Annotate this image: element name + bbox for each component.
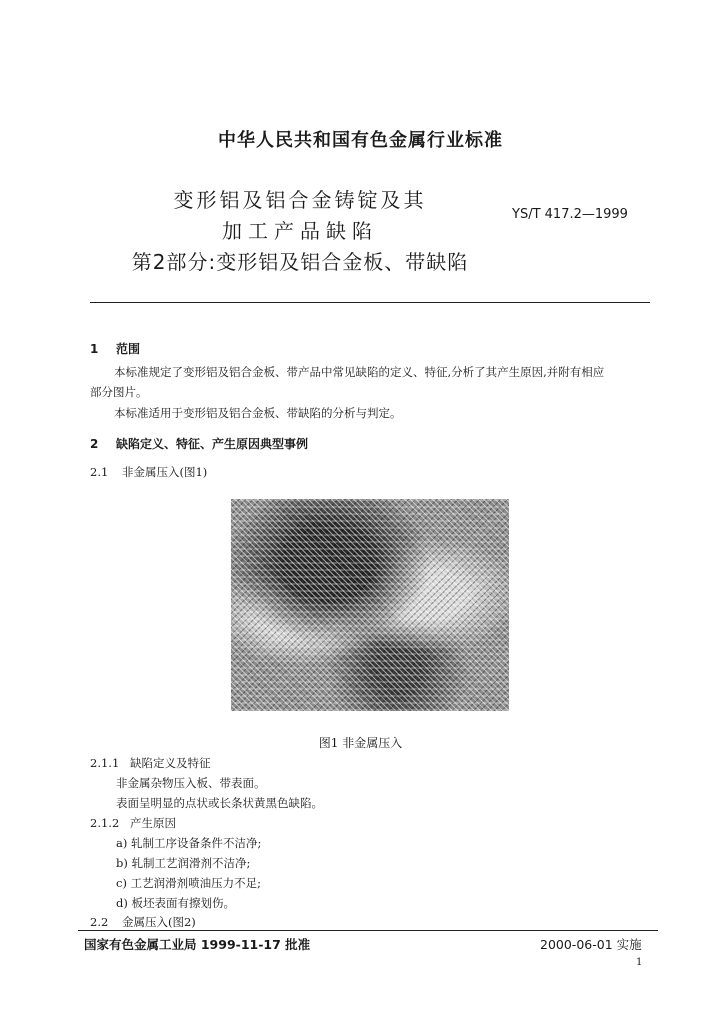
cause-item-a: a) 轧制工序设备条件不洁净; bbox=[116, 836, 262, 850]
section-title: 缺陷定义及特征 bbox=[130, 756, 211, 770]
section-number: 1 bbox=[90, 342, 99, 356]
standard-number: YS/T 417.2—1999 bbox=[512, 207, 628, 222]
header-divider bbox=[90, 302, 650, 303]
approval-info: 国家有色金属工业局 1999-11-17 批准 bbox=[84, 937, 311, 952]
section-number: 2.1.1 bbox=[90, 756, 120, 770]
section-2-1-2-heading bbox=[90, 813, 176, 833]
section-number: 2.2 bbox=[90, 915, 109, 929]
cause-item-c: c) 工艺润滑剂喷油压力不足; bbox=[116, 876, 261, 890]
section-2-2-heading bbox=[90, 912, 196, 932]
section-title: 范围 bbox=[116, 342, 141, 356]
title-line-3: 第2部分:变形铝及铝合金板、带缺陷 bbox=[131, 250, 469, 274]
footer-divider bbox=[78, 930, 658, 931]
title-line-1: 变形铝及铝合金铸锭及其 bbox=[173, 188, 427, 212]
section-2-heading bbox=[90, 435, 308, 452]
title-line-2: 加工产品缺陷 bbox=[222, 219, 378, 243]
section-title: 缺陷定义、特征、产生原因典型事例 bbox=[116, 437, 309, 451]
section-number: 2.1.2 bbox=[90, 816, 120, 830]
section-title: 非金属压入(图1) bbox=[122, 465, 208, 479]
scope-paragraph-1-cont: 部分图片。 bbox=[90, 385, 148, 399]
definition-line-2: 表面呈明显的点状或长条状黄黑色缺陷。 bbox=[116, 796, 323, 810]
page-number: 1 bbox=[636, 957, 643, 968]
section-title: 金属压入(图2) bbox=[122, 915, 196, 929]
section-2-1-heading bbox=[90, 462, 207, 482]
section-1-heading bbox=[90, 340, 140, 357]
section-number: 2 bbox=[90, 437, 99, 451]
section-number: 2.1 bbox=[90, 465, 109, 479]
issuer-heading: 中华人民共和国有色金属行业标准 bbox=[218, 130, 503, 151]
scope-paragraph-1: 本标准规定了变形铝及铝合金板、带产品中常见缺陷的定义、特征,分析了其产生原因,并附有相应 bbox=[114, 365, 605, 379]
section-2-1-1-heading bbox=[90, 753, 211, 773]
effective-date: 2000-06-01 实施 bbox=[540, 937, 642, 952]
defect-photo-figure-1 bbox=[231, 499, 509, 711]
scope-paragraph-2: 本标准适用于变形铝及铝合金板、带缺陷的分析与判定。 bbox=[114, 406, 402, 420]
figure-1-caption: 图1 非金属压入 bbox=[318, 736, 403, 750]
definition-line-1: 非金属杂物压入板、带表面。 bbox=[116, 776, 266, 790]
cause-item-d: d) 板坯表面有擦划伤。 bbox=[116, 896, 236, 910]
cause-item-b: b) 轧制工艺润滑剂不洁净; bbox=[116, 856, 251, 870]
section-title: 产生原因 bbox=[130, 816, 176, 830]
